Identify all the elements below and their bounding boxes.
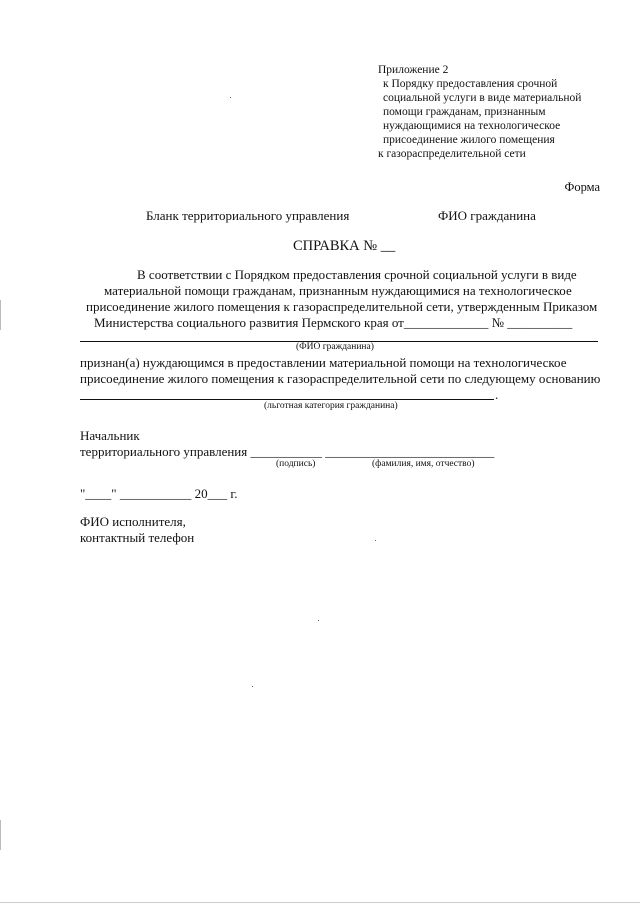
appendix-title: Приложение 2 (378, 64, 449, 76)
paragraph-line: В соответствии с Порядком предоставления срочной социальной услуги в виде (137, 267, 577, 282)
name-caption: (фамилия, имя, отчество) (372, 459, 475, 469)
scan-bottom-edge (0, 902, 640, 903)
appendix-line: помощи гражданам, признанным (383, 106, 546, 118)
category-end-mark: . (495, 387, 499, 402)
appendix-line: к газораспределительной сети (378, 148, 526, 160)
paragraph-line: присоединение жилого помещения к газораспределительной сети, утвержденным Приказом (86, 299, 598, 314)
appendix-line: социальной услуги в виде материальной (383, 92, 582, 104)
recognized-paragraph (80, 355, 600, 387)
blank-label: Бланк территориального управления (146, 208, 350, 223)
form-label: Форма (564, 180, 600, 194)
appendix-block (378, 63, 581, 161)
executor-block (80, 514, 194, 546)
executor-fio-label: ФИО исполнителя, (80, 514, 186, 529)
scan-speck (318, 620, 319, 621)
date-line: "____" ___________ 20___ г. (80, 486, 238, 501)
category-caption: (льготная категория гражданина) (264, 401, 398, 411)
citizen-fio-label: ФИО гражданина (438, 208, 536, 223)
head-block (80, 428, 494, 460)
head-title: Начальник (80, 428, 140, 443)
scan-speck (252, 686, 253, 687)
recognized-line: присоединение жилого помещения к газораспределительной сети по следующему основанию (80, 371, 601, 386)
category-underline (80, 399, 494, 400)
paragraph-line: материальной помощи гражданам, признанным нуждающимися на технологическое (104, 283, 572, 298)
scan-speck (230, 97, 231, 98)
paragraph-line: Министерства социального развития Пермского края от_____________ № __________ (94, 315, 573, 330)
scan-edge (0, 300, 1, 330)
signature-caption: (подпись) (276, 459, 316, 469)
main-paragraph (86, 267, 598, 331)
scan-speck (375, 540, 376, 541)
appendix-line: к Порядку предоставления срочной (383, 78, 558, 90)
document-title: СПРАВКА № __ (293, 238, 396, 254)
appendix-line: присоединение жилого помещения (383, 134, 555, 146)
scan-edge (0, 820, 1, 850)
head-signature-line: территориального управления ___________ __________________________ (80, 444, 495, 459)
executor-phone-label: контактный телефон (80, 530, 195, 545)
fio-caption: (ФИО гражданина) (296, 342, 374, 352)
appendix-line: нуждающимися на технологическое (383, 120, 561, 132)
recognized-line: признан(а) нуждающимся в предоставлении материальной помощи на технологическое (80, 355, 567, 370)
